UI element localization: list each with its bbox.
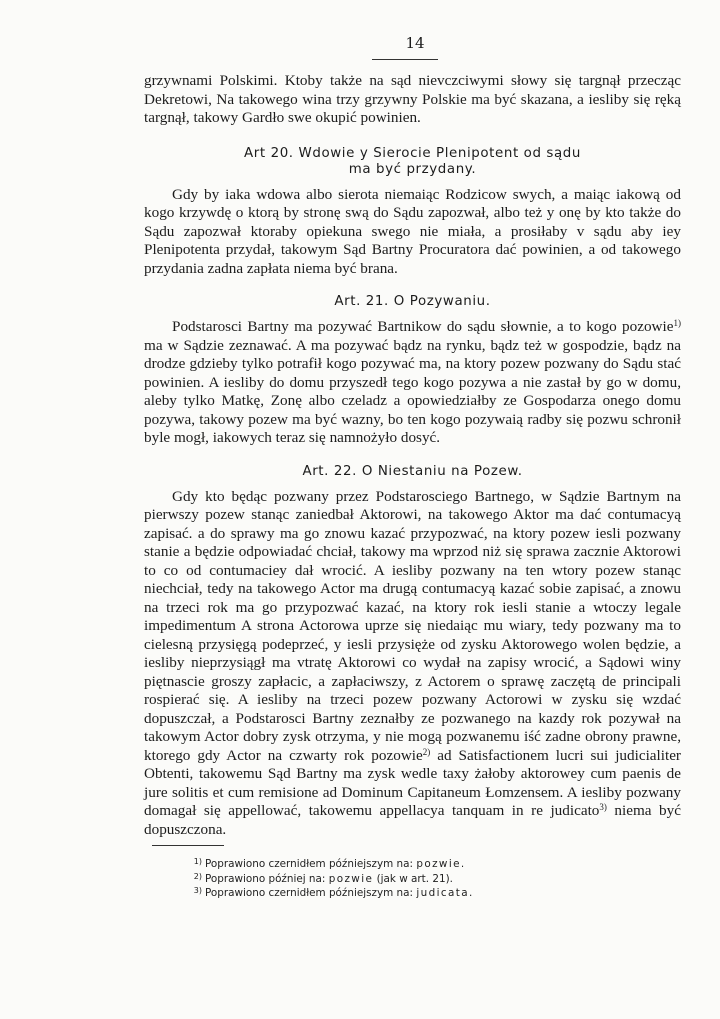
- footnote-text: Poprawiono czernidłem późniejszym na:: [205, 887, 417, 899]
- art-21-paragraph: [144, 318, 681, 448]
- footnote-ref-1: 1): [673, 318, 681, 328]
- art-22-text-3: niema być dopuszczona.: [144, 802, 681, 838]
- footnote-mark: 1): [193, 857, 202, 866]
- art-22-paragraph: [144, 488, 681, 840]
- intro-paragraph: grzywnami Polskimi. Ktoby także na sąd nievczciwymi słowy się targnął przecząc Dekretowi, Na takowego wina trzy grzywny Polskie ma być skazana, a iesliby się ręką targnął, takowy Gardło swe okupić powinien.: [144, 72, 681, 126]
- footnote-text: Poprawiono czernidłem późniejszym na:: [205, 858, 417, 870]
- footnote-text-end: .: [460, 858, 465, 870]
- footnote-1: [190, 856, 590, 871]
- footnote-2: [190, 871, 590, 886]
- footnote-separator: [152, 845, 224, 846]
- footnote-mark: 3): [193, 886, 202, 895]
- art-20-paragraph: Gdy by iaka wdowa albo sierota niemaiąc Rodzicow swych, a maiąc iakową od kogo krzywdę o ktorą by stronę swą do Sądu zapozwał, albo też y onę by kto także do Sądu zapozwał ktoraby opiekuna swego nie miała, a prosiłaby v sądu aby iey Plenipotenta przydał, takowym Sąd Bartny Procuratora dać powinien, a od takowego przydania zadna zapłata niema być brana.: [144, 185, 681, 277]
- footnote-emphasis: pozwie: [416, 858, 461, 870]
- footnote-ref-2: 2): [422, 746, 431, 757]
- art-20-heading-line-2: ma być przydany.: [348, 161, 477, 177]
- footnote-text-end: .: [469, 887, 473, 899]
- art-22-text-2: ad Satisfactionem lucri sui judicialiter Obtenti, takowemu Sąd Bartny ma zysk wedle taxy żałoby aktorowey cum paenis de jure solitis et cum remisione ad Dominum Capitaneum Łomzensem. A iesliby pozwany domagał się appellować, takowemu appellacya tanquam in re judicato: [144, 746, 681, 819]
- footnote-emphasis: pozwie: [328, 872, 374, 885]
- footnote-3: [190, 885, 590, 900]
- art-21-text-2: ma w Sądzie zeznawać. A ma pozywać bądz na rynku, bądz też w gospodzie, bądz na drodze gdzieby tylko potrafił kogo pozywać ma, na ktory pozew pozwany do Sądu stać powinien. A iesliby do domu przyszedł tego kogo pozywa a nie zastał by go w domu, aleby tylko Matkę, Zonę albo czeladz a opowiedziałby ze Gospodarza onego domu pozywa, takowy pozew ma być wazny, bo ten kogo pozywaią radby się pozwu schronił byle mogł, iakowych teraz się namnożyło dosyć.: [144, 336, 681, 446]
- footnotes: [190, 856, 590, 900]
- art-20-heading: [144, 146, 681, 178]
- footnote-emphasis: judicata: [416, 887, 470, 899]
- art-21-heading: Art. 21. O Pozywaniu.: [334, 294, 491, 309]
- page-number-rule: [372, 59, 438, 60]
- footnote-text-end: (jak w art. 21).: [373, 872, 453, 885]
- footnote-mark: 2): [193, 871, 202, 881]
- main-text-column: [144, 72, 681, 839]
- footnote-text: Poprawiono później na:: [205, 872, 329, 885]
- footnote-ref-3: 3): [599, 802, 607, 812]
- art-21-text-1: Podstarosci Bartny ma pozywać Bartnikow do sądu słownie, a to kogo pozowie: [172, 318, 674, 335]
- art-22-heading: Art. 22. O Niestaniu na Pozew.: [302, 463, 523, 479]
- page-number: 14: [405, 34, 425, 52]
- art-20-heading-line-1: Art 20. Wdowie y Sierocie Plenipotent od sądu: [244, 145, 581, 161]
- art-22-text-1: Gdy kto będąc pozwany przez Podstarosciego Bartnego, w Sądzie Bartnym na pierwszy pozew stanąc zaniedbał Aktorowi, na takowego Aktor ma dać contumacyą zapisać. a do sprawy ma go znowu kazać przypozwać, na ktory pozew iesli pozwany stanie a będzie odpowiadać chciał, takowy ma wprzod niż się sprawa zacznie Aktorowi to co od contumaciey dał wrocić. A iesliby pozwany na ten wtory pozew stanąc niechciał, tedy na takowego Actor ma drugą contumacyą kazać sobie zapisać, a znowu na trzeci rok ma go przypozwać kazać, na ktory rok iesli stanie a wtoczy legale impedimentum A strona Actorowa uprze się niedaiąc mu wiary, tedy pozwany ma to cielesną przysięgą podeprzeć, y iesli przysięże od zysku Aktorowego wolen będzie, a iesliby nieprzysiągł ma vtratę Aktorowi co wydał na zapisy wrocić, a Sądowi winy piętnascie groszy zapłacic, a zapłaciwszy, z Actorem o sprawę zaczętą de principali rospierać się. A iesliby na trzeci pozew pozwany Actorowi w zysku się wzdać dopuszczał, a Podstarosci Bartny zeznałby ze pozwanego na kazdy rok pozywał na takowym Actor dobry zysk otrzyma, y nie mogą pozwanemu iść zadne obrony prawne, ktorego gdy Actor na czwarty rok pozowie: [144, 487, 681, 764]
